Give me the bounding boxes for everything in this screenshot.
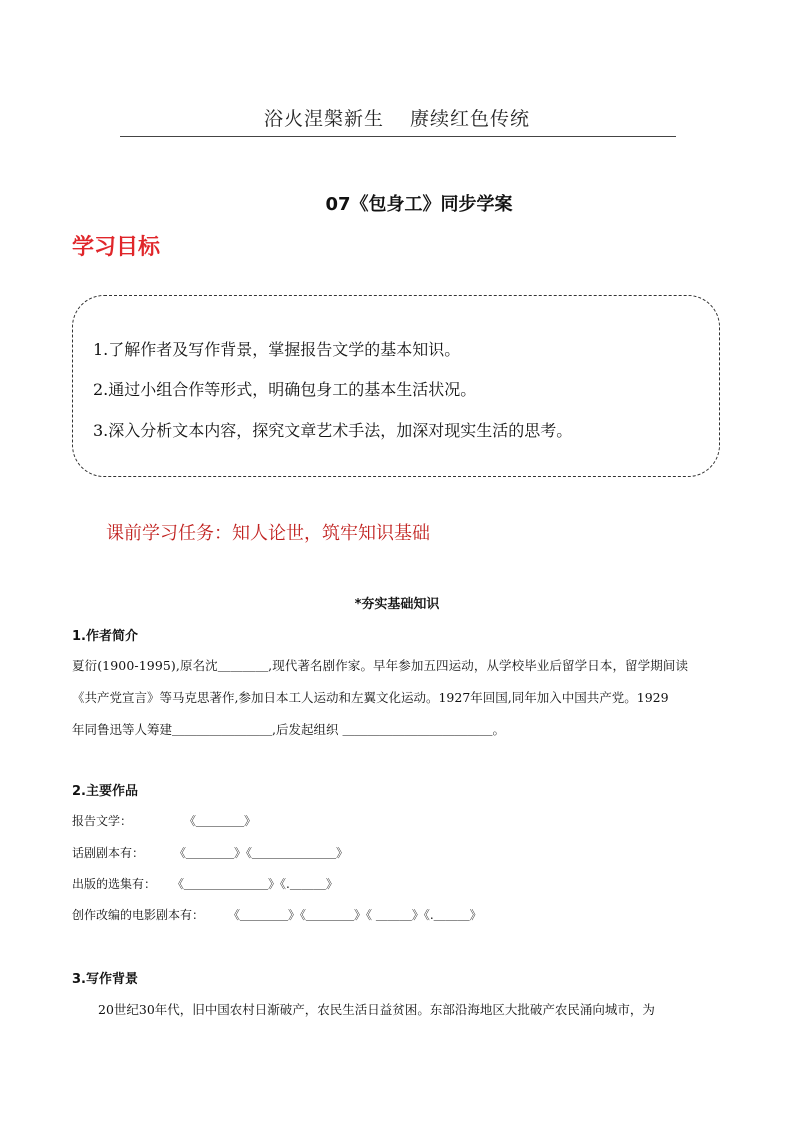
works-row-items: 《＿＿＿＿＿＿＿》《.＿＿＿》: [172, 877, 338, 891]
works-row: [72, 875, 338, 892]
objectives-heading: 学习目标: [72, 235, 161, 260]
objective-item: 2.通过小组合作等形式，明确包身工的基本生活状况。: [93, 380, 477, 399]
header-divider: [120, 136, 676, 137]
works-row-items: 《＿＿＿＿》《＿＿＿＿＿＿＿》: [174, 846, 349, 860]
header-title-left: 浴火涅槃新生: [263, 108, 384, 130]
works-row-label: 创作改编的电影剧本有：: [72, 908, 205, 922]
background-text-line: 20世纪30年代，旧中国农村日渐破产，农民生活日益贫困。东部沿海地区大批破产农民涌向城市，为: [98, 1002, 655, 1017]
author-text-line: 夏衍(1900-1995),原名沈＿＿＿＿,现代著名剧作家。早年参加五四运动，从学校毕业后留学日本，留学期间读: [72, 658, 689, 673]
header-title-right: 赓续红色传统: [410, 108, 531, 130]
pre-class-task-heading: 课前学习任务：知人论世，筑牢知识基础: [106, 523, 430, 544]
works-row: [72, 812, 256, 829]
works-row-label: 出版的选集有：: [72, 877, 157, 891]
page-header-title: [0, 104, 794, 131]
objectives-box: [72, 295, 720, 477]
works-row-label: 话剧剧本有：: [72, 846, 145, 860]
works-heading: 2.主要作品: [72, 784, 138, 799]
works-row-label: 报告文学：: [72, 814, 133, 828]
background-heading: 3.写作背景: [72, 972, 138, 987]
objective-item: 1.了解作者及写作背景，掌握报告文学的基本知识。: [93, 340, 461, 359]
works-row-items: 《＿＿＿＿》《＿＿＿＿》《 ＿＿＿》《.＿＿＿》: [228, 908, 482, 922]
works-row: [72, 844, 348, 861]
author-text-line: 《共产党宣言》等马克思著作,参加日本工人运动和左翼文化运动。1927年回国,同年加入中国共产党。1929: [72, 690, 669, 705]
works-row: [72, 906, 482, 923]
author-heading: 1.作者简介: [72, 629, 138, 644]
works-row-items: 《＿＿＿＿》: [184, 814, 257, 828]
knowledge-heading: *夯实基础知识: [354, 597, 440, 612]
author-text-line: 年同鲁迅等人筹建＿＿＿＿＿＿＿＿,后发起组织 ＿＿＿＿＿＿＿＿＿＿＿＿。: [72, 722, 505, 737]
objective-item: 3.深入分析文本内容，探究文章艺术手法，加深对现实生活的思考。: [93, 421, 573, 440]
document-title: 07《包身工》同步学案: [325, 194, 513, 215]
